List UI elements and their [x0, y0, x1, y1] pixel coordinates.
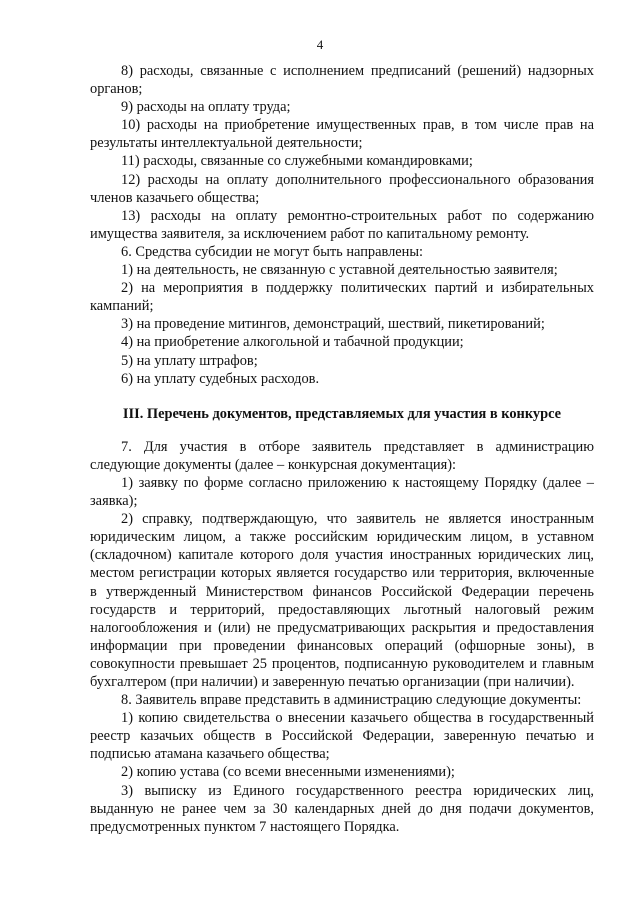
- paragraph: 6) на уплату судебных расходов.: [121, 370, 320, 387]
- paragraph: 13) расходы на оплату ремонтно-строительных работ по содержанию имущества заявителя, за исключением работ по капитальному ремонту.: [90, 207, 594, 242]
- paragraph: 3) на проведение митингов, демонстраций, шествий, пикетирований;: [121, 316, 545, 333]
- paragraph: 11) расходы, связанные со служебными командировками;: [121, 153, 473, 170]
- paragraph: 1) копию свидетельства о внесении казачьего общества в государственный реестр казачьих обществ в Российской Федерации, заверенную печатью и подписью атамана казачьего общества;: [90, 710, 594, 763]
- paragraph: 7. Для участия в отборе заявитель представляет в администрацию следующие документы (далее – конкурсная документация):: [90, 438, 594, 473]
- paragraph: 2) на мероприятия в поддержку политических партий и избирательных кампаний;: [90, 280, 594, 315]
- paragraph: 3) выписку из Единого государственного реестра юридических лиц, выданную не ранее чем за 30 календарных дней до дня подачи документов, предусмотренных пунктом 7 настоящего Порядка.: [90, 782, 594, 835]
- paragraph: 5) на уплату штрафов;: [121, 352, 258, 369]
- paragraph: 2) справку, подтверждающую, что заявитель не является иностранным юридическим лицом, а также российским юридическим лицом, в уставном (складочном) капитале которого доля участия иностранных юридических лиц, местом регистрации которых является государство или территория, включенные в утвержденный Министерством финансов Российской Федерации перечень государств и территорий, предоставляющих льготный налоговый режим налогообложения и (или) не предусматривающих раскрытия и предоставления информации при проведении финансовых операций (офшорные зоны), в совокупности превышает 25 процентов, подписанную руководителем и главным бухгалтером (при наличии) и заверенную печатью организации (при наличии).: [90, 511, 594, 690]
- paragraph: 1) на деятельность, не связанную с уставной деятельностью заявителя;: [121, 262, 558, 279]
- paragraph: 8) расходы, связанные с исполнением предписаний (решений) надзорных органов;: [90, 63, 594, 98]
- page-number: 4: [316, 37, 324, 52]
- paragraph: 12) расходы на оплату дополнительного профессионального образования членов казачьего общества;: [90, 171, 594, 206]
- paragraph: 9) расходы на оплату труда;: [121, 99, 291, 116]
- paragraph: 6. Средства субсидии не могут быть направлены:: [121, 243, 424, 260]
- paragraph: 1) заявку по форме согласно приложению к настоящему Порядку (далее – заявка);: [90, 474, 594, 510]
- document-body: [90, 62, 594, 836]
- paragraph: 4) на приобретение алкогольной и табачной продукции;: [121, 334, 464, 351]
- paragraph: 10) расходы на приобретение имущественных прав, в том числе прав на результаты интеллектуальной деятельности;: [90, 117, 594, 152]
- section-heading: III. Перечень документов, представляемых для участия в конкурсе: [122, 405, 562, 422]
- paragraph: 8. Заявитель вправе представить в администрацию следующие документы:: [121, 692, 582, 709]
- paragraph: 2) копию устава (со всеми внесенными изменениями);: [121, 764, 455, 781]
